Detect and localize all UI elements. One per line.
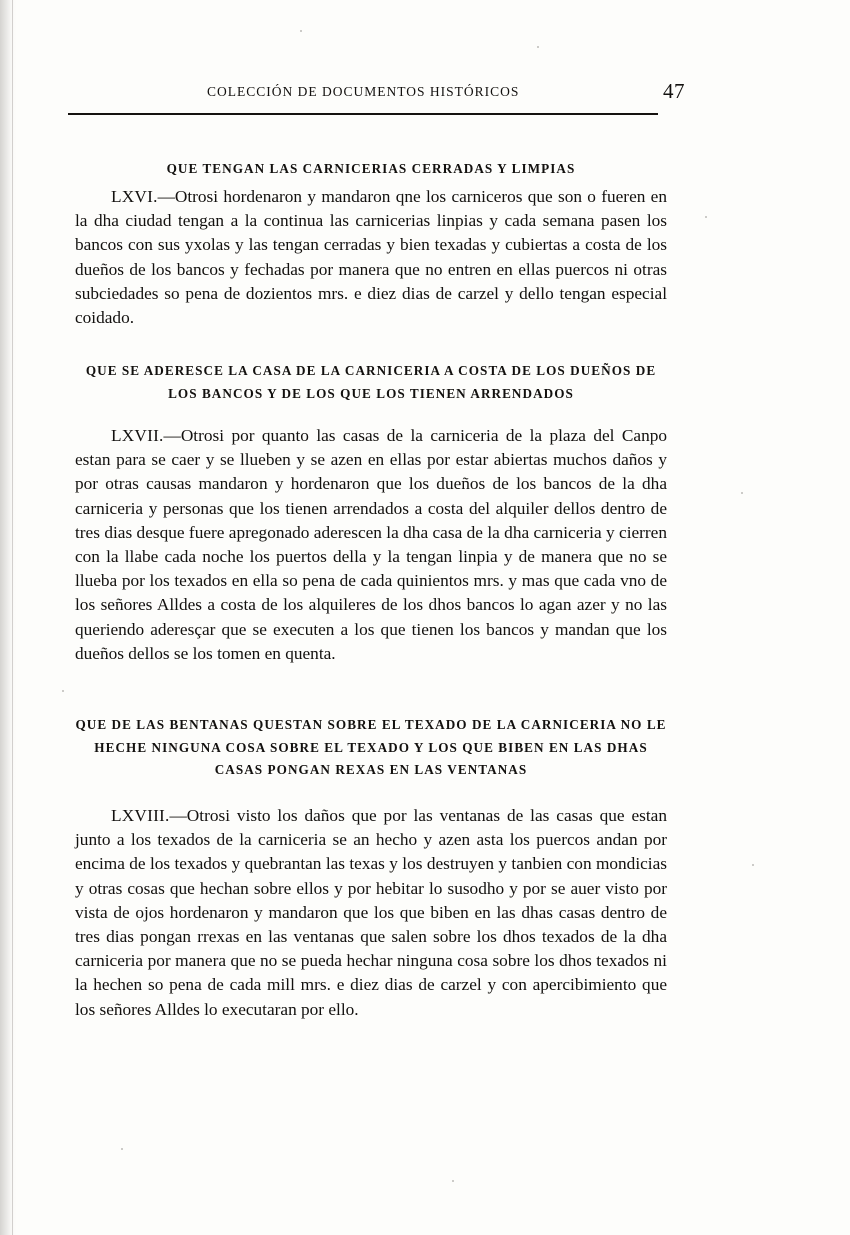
section-paragraph	[75, 424, 667, 666]
header-rule	[68, 113, 658, 115]
ordinance-text: —Otrosi hordenaron y mandaron qne los carniceros que son o fueren en la dha ciudad tengan a la continua las carnicerias linpias y cada semana pasen los bancos con sus yxolas y las tengan cerradas y bien texadas y cubiertas a costa de los dueños de los bancos y fechadas por manera que no entren en ellas puercos ni otras subciedades so pena de dozientos mrs. e diez dias de carzel y dello tengan especial coidado.	[75, 187, 667, 328]
section-heading: QUE TENGAN LAS CARNICERIAS CERRADAS Y LIMPIAS	[166, 161, 576, 176]
running-head-title: COLECCIÓN DE DOCUMENTOS HISTÓRICOS	[207, 84, 520, 99]
scan-edge-line	[12, 0, 13, 1235]
page-number: 47	[663, 79, 685, 103]
ordinance-number: LXVII.	[111, 426, 164, 445]
running-head	[75, 79, 685, 106]
section-paragraph	[75, 185, 667, 330]
ordinance-text: —Otrosi visto los daños que por las ventanas de las casas que estan junto a los texados de la carniceria se an hecho y azen asta los puercos andan por encima de los texados y quebrantan las texas y los destruyen y tanbien con mondicias y otras cosas que hechan sobre ellos y por hebitar lo susodho y por se auer visto por vista de ojos hordenaron y mandaron que los que biben en las dhas casas dentro de tres dias pongan rrexas en las ventanas que salen sobre los dhos texados de la dha carniceria por manera que no se pueda hechar ninguna cosa sobre los dhos texados ni la hechen so pena de cada mill mrs. e diez dias de carzel y con apercibimiento que los señores Alldes lo executaran por ello.	[75, 806, 667, 1019]
ordinance-number: LXVI.	[111, 187, 158, 206]
section-heading: QUE DE LAS BENTANAS QUESTAN SOBRE EL TEXADO DE LA CARNICERIA NO LE HECHE NINGUNA COSA SOBRE EL TEXADO Y LOS QUE BIBEN EN LAS DHAS CASAS PONGAN REXAS EN LAS VENTANAS	[75, 717, 667, 778]
ordinance-number: LXVIII.	[111, 806, 170, 825]
ordinance-text: —Otrosi por quanto las casas de la carniceria de la plaza del Canpo estan para se caer y se llueben y se azen en ellas por estar abiertas muchos daños y por otras causas mandaron y hordenaron que los dueños de los bancos de la dha carniceria y personas que los tienen arrendados a costa del alquiler dellos dentro de tres dias desque fuere apregonado aderescen la dha casa de la dha carniceria y cierren con la llabe cada noche los puertos della y la tengan linpia y de manera que no se llueba por los texados en ella so pena de cada quinientos mrs. y mas que cada vno de los señores Alldes a costa de los alquileres de los dhos bancos lo agan azer y no las queriendo aderesçar que se executen a los que tienen los bancos y mandan que los dueños dellos se los tomen en quenta.	[75, 426, 667, 663]
section-paragraph	[75, 804, 667, 1022]
section-heading: QUE SE ADERESCE LA CASA DE LA CARNICERIA A COSTA DE LOS DUEÑOS DE LOS BANCOS Y DE LOS QUE LOS TIENEN ARRENDADOS	[85, 363, 657, 401]
